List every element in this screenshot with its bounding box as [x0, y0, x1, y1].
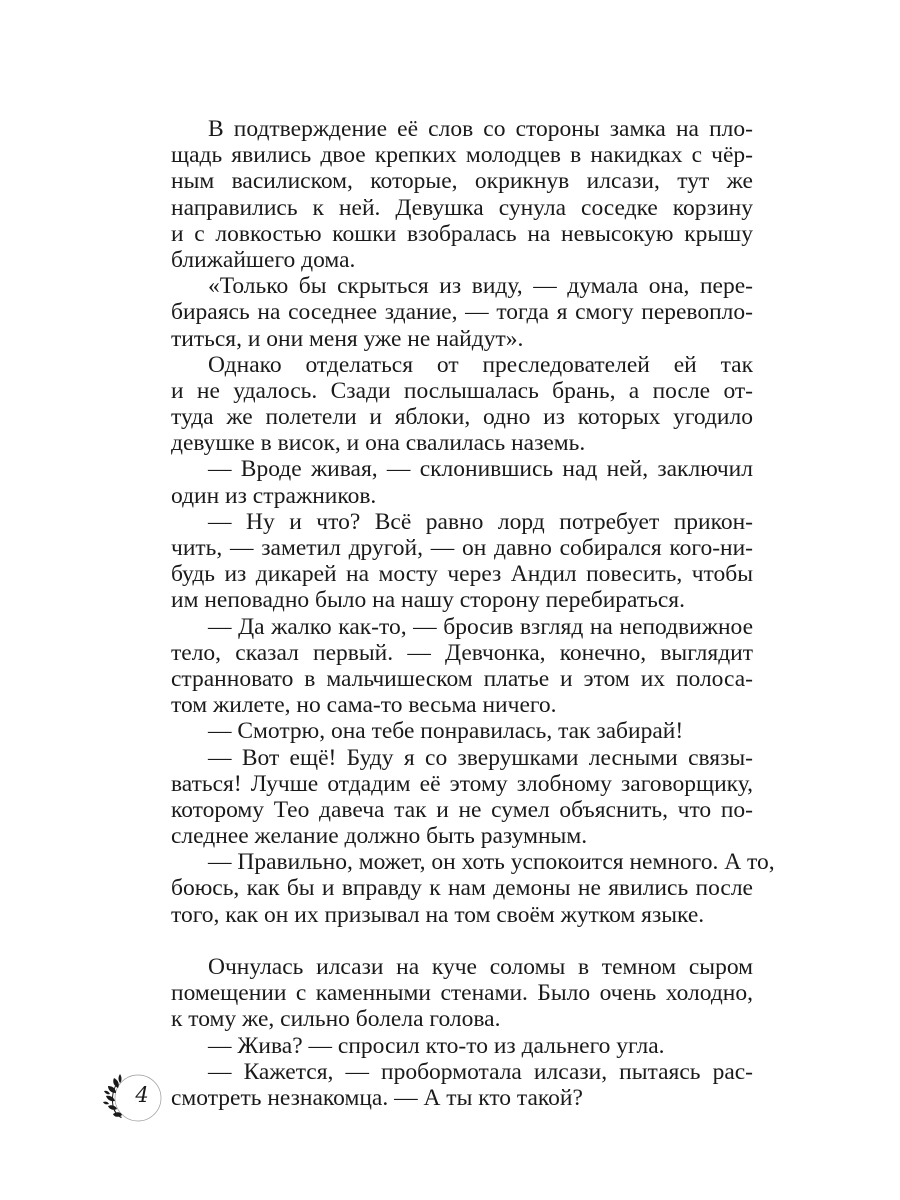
- text-line: направились к ней. Девушка сунула соседке корзину: [171, 194, 753, 221]
- text-line: которому Тео давеча так и не сумел объяснить, что по-: [171, 796, 753, 823]
- text-line: — Да жалко как-то, — бросив взгляд на неподвижное: [208, 613, 753, 640]
- text-line: ближайшего дома.: [171, 246, 356, 273]
- text-line: — Ну и что? Всё равно лорд потребует прикон-: [208, 508, 753, 535]
- text-line: девушке в висок, и она свалилась наземь.: [171, 430, 586, 457]
- text-line: тело, сказал первый. — Девчонка, конечно, выглядит: [171, 639, 753, 666]
- page-number: 4: [135, 1083, 149, 1107]
- text-line: В подтверждение её слов со стороны замка на пло-: [208, 116, 753, 142]
- text-line: «Только бы скрыться из виду, — думала она, пере-: [208, 273, 753, 300]
- text-line: туда же полетели и яблоки, одно из которых угодило: [171, 404, 753, 431]
- text-line: ным василиском, которые, окрикнув илсази, тут же: [171, 168, 753, 195]
- text-line: ваться! Лучше отдадим её этому злобному заговорщику,: [171, 770, 753, 797]
- section-break: [171, 928, 753, 954]
- text-line: Однако отделаться от преследователей ей так: [208, 351, 753, 378]
- text-line: — Вот ещё! Буду я со зверушками лесными связы-: [208, 744, 753, 771]
- section-1: [171, 116, 775, 928]
- text-line: и не удалось. Сзади послышалась брань, а после от-: [171, 377, 753, 404]
- text-line: смотреть незнакомца. — А ты кто такой?: [171, 1084, 583, 1111]
- section-2: [171, 954, 753, 1111]
- text-line: странновато в мальчишеском платье и этом их полоса-: [171, 665, 753, 692]
- text-line: — Смотрю, она тебе понравилась, так забирай!: [208, 718, 684, 745]
- text-line: — Кажется, — пробормотала илсази, пытаясь рас-: [208, 1058, 753, 1085]
- text-line: будь из дикарей на мосту через Андил повесить, чтобы: [171, 561, 753, 588]
- text-line: бираясь на соседнее здание, — тогда я смогу перевопло-: [171, 299, 753, 326]
- text-line: к тому же, сильно болела голова.: [171, 1006, 501, 1033]
- text-line: — Вроде живая, — склонившись над ней, заключил: [208, 456, 753, 483]
- text-line: том жилете, но сама-то весьма ничего.: [171, 692, 557, 719]
- text-line: титься, и они меня уже не найдут».: [171, 325, 524, 352]
- text-line: того, как он их призывал на том своём жутком языке.: [171, 901, 705, 928]
- text-line: боюсь, как бы и вправду к нам демоны не явились после: [171, 875, 753, 902]
- text-line: помещении с каменными стенами. Было очень холодно,: [171, 980, 753, 1007]
- text-line: — Правильно, может, он хоть успокоится немного. А то,: [208, 849, 775, 876]
- text-line: щадь явились двое крепких молодцев в накидках с чёр-: [171, 142, 753, 169]
- text-line: и с ловкостью кошки взобралась на невысокую крышу: [171, 220, 753, 247]
- text-line: Очнулась илсази на куче соломы в темном сыром: [208, 954, 753, 980]
- text-line: им неповадно было на нашу сторону перебираться.: [171, 587, 685, 614]
- page-text: [171, 116, 775, 1111]
- text-line: следнее желание должно быть разумным.: [171, 823, 588, 850]
- text-line: один из стражников.: [171, 482, 377, 509]
- text-line: — Жива? — спросил кто-то из дальнего угла.: [208, 1032, 665, 1059]
- text-line: чить, — заметил другой, — он давно собирался кого-ни-: [171, 535, 753, 561]
